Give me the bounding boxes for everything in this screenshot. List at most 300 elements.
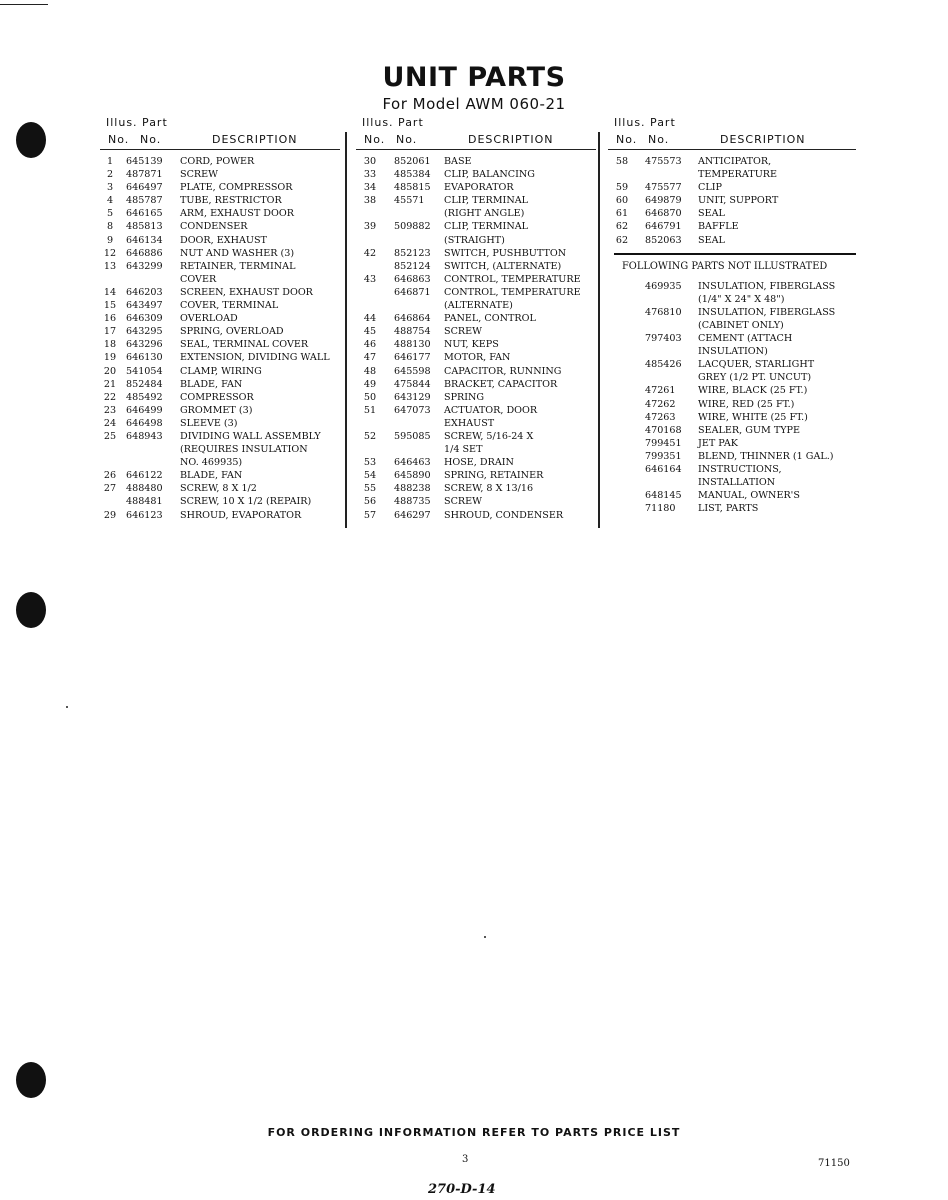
part-description: SCREW, 8 X 1/2 <box>180 483 257 495</box>
part-description: SCREW, 10 X 1/2 (REPAIR) <box>180 496 312 508</box>
parts-column-3 <box>608 116 856 515</box>
part-number: 485384 <box>394 169 431 181</box>
part-description: INSTRUCTIONS, <box>698 463 782 475</box>
part-row <box>608 424 856 437</box>
illus-number: 34 <box>363 182 377 194</box>
part-row <box>356 495 596 508</box>
not-illustrated-heading: FOLLOWING PARTS NOT ILLUSTRATED <box>622 260 828 272</box>
part-row <box>100 417 340 430</box>
part-description: NUT AND WASHER (3) <box>180 247 295 259</box>
part-number: 797403 <box>645 333 682 345</box>
part-number: 488481 <box>126 496 163 508</box>
part-number: 852123 <box>394 247 431 259</box>
part-number: 646122 <box>126 470 163 482</box>
part-description: CEMENT (ATTACH <box>698 333 793 345</box>
part-number: 47263 <box>645 411 676 423</box>
illus-number: 16 <box>103 313 117 325</box>
illus-number: 62 <box>615 234 629 246</box>
column-header <box>608 116 856 150</box>
part-description: COVER <box>180 273 217 285</box>
part-row <box>100 365 340 378</box>
part-row <box>100 456 340 469</box>
part-row <box>356 181 596 194</box>
part-row <box>356 325 596 338</box>
part-number: 649879 <box>645 195 682 207</box>
part-row <box>608 463 856 476</box>
part-row <box>356 299 596 312</box>
illus-number: 55 <box>363 483 377 495</box>
part-description: PLATE, COMPRESSOR <box>180 182 293 194</box>
illus-no-label: No. <box>616 133 638 146</box>
part-number: 541054 <box>126 365 163 377</box>
part-row <box>356 207 596 220</box>
part-description: SEALER, GUM TYPE <box>698 424 801 436</box>
illus-number: 47 <box>363 352 377 364</box>
part-number: 852063 <box>645 234 682 246</box>
part-row <box>608 220 856 233</box>
part-row <box>608 280 856 293</box>
part-number: 475577 <box>645 182 682 194</box>
part-description: SLEEVE (3) <box>180 417 238 429</box>
part-row <box>100 234 340 247</box>
part-row <box>356 155 596 168</box>
part-number: 646463 <box>394 457 431 469</box>
illus-number: 45 <box>363 326 377 338</box>
part-number: 45571 <box>394 195 425 207</box>
scan-speck <box>66 706 68 708</box>
part-row <box>356 469 596 482</box>
part-row <box>100 181 340 194</box>
part-description: EXTENSION, DIVIDING WALL <box>180 352 330 364</box>
part-description: SPRING <box>444 391 485 403</box>
illus-number: 53 <box>363 457 377 469</box>
section-rule <box>614 253 856 255</box>
part-no-label: No. <box>396 133 418 146</box>
part-description: SPRING, RETAINER <box>444 470 544 482</box>
part-no-label: No. <box>648 133 670 146</box>
part-description: CAPACITOR, RUNNING <box>444 365 562 377</box>
column-divider-1 <box>345 132 347 528</box>
part-row <box>608 476 856 489</box>
part-number: 646164 <box>645 463 682 475</box>
part-description: CONTROL, TEMPERATURE <box>444 273 581 285</box>
part-description: INSULATION, FIBERGLASS <box>698 306 836 318</box>
illus-number: 58 <box>615 156 629 167</box>
illus-number: 14 <box>103 286 117 298</box>
part-number: 799351 <box>645 450 682 462</box>
part-row <box>100 495 340 508</box>
part-description: (CABINET ONLY) <box>698 319 784 331</box>
top-edge-rule <box>0 4 48 5</box>
part-number: 647073 <box>394 404 431 416</box>
part-description: SCREW <box>180 169 219 181</box>
description-label: DESCRIPTION <box>212 133 298 146</box>
part-description: NUT, KEPS <box>444 339 499 351</box>
part-description: SHROUD, CONDENSER <box>444 509 564 521</box>
part-description: SEAL <box>698 208 725 220</box>
part-description: SCREW, 5/16-24 X <box>444 430 534 442</box>
header-rule <box>356 149 596 150</box>
part-row <box>100 299 340 312</box>
illus-number: 27 <box>103 483 117 495</box>
part-description: (1/4" X 24" X 48") <box>698 293 785 305</box>
illus-number: 5 <box>106 208 114 220</box>
part-description: DIVIDING WALL ASSEMBLY <box>180 430 321 442</box>
part-number: 646498 <box>126 417 163 429</box>
part-description: EVAPORATOR <box>444 182 514 194</box>
column-header <box>100 116 340 150</box>
part-row <box>608 502 856 515</box>
illus-number: 30 <box>363 156 377 167</box>
part-number: 852484 <box>126 378 163 390</box>
illus-number: 2 <box>106 169 114 181</box>
part-number: 485426 <box>645 359 682 371</box>
parts-list <box>356 155 596 522</box>
part-description: SWITCH, (ALTERNATE) <box>444 260 562 272</box>
illus-number: 8 <box>106 221 114 233</box>
part-number: 469935 <box>645 280 682 292</box>
illus-number: 46 <box>363 339 377 351</box>
part-row <box>608 155 856 168</box>
scan-speck <box>484 936 486 938</box>
part-description: BASE <box>444 156 472 167</box>
part-number: 488754 <box>394 326 431 338</box>
part-row <box>608 234 856 247</box>
part-row <box>356 194 596 207</box>
part-row <box>100 338 340 351</box>
illus-number: 52 <box>363 430 377 442</box>
illus-number: 59 <box>615 182 629 194</box>
part-description: OVERLOAD <box>180 313 238 325</box>
description-label: DESCRIPTION <box>720 133 806 146</box>
parts-list <box>608 155 856 247</box>
part-number: 47262 <box>645 398 676 410</box>
part-description: CLIP, TERMINAL <box>444 221 529 233</box>
illus-number: 24 <box>103 417 117 429</box>
illus-number: 9 <box>106 234 114 246</box>
part-row <box>608 207 856 220</box>
part-number: 643497 <box>126 300 163 312</box>
part-row <box>100 325 340 338</box>
part-row <box>608 384 856 397</box>
part-number: 643296 <box>126 339 163 351</box>
part-row <box>356 338 596 351</box>
part-description: JET PAK <box>698 437 738 449</box>
part-number: 595085 <box>394 430 431 442</box>
part-row <box>356 260 596 273</box>
part-row <box>100 207 340 220</box>
binder-hole-bottom <box>16 1062 46 1098</box>
illus-number: 60 <box>615 195 629 207</box>
parts-column-2 <box>356 116 596 522</box>
illus-no-label: No. <box>364 133 386 146</box>
part-row <box>356 456 596 469</box>
part-description: BRACKET, CAPACITOR <box>444 378 558 390</box>
part-description: ANTICIPATOR, <box>698 156 772 167</box>
part-row <box>608 411 856 424</box>
part-number: 646871 <box>394 286 431 298</box>
part-row <box>608 437 856 450</box>
part-description: BLADE, FAN <box>180 470 243 482</box>
part-row <box>356 351 596 364</box>
part-row <box>356 365 596 378</box>
part-number: 646791 <box>645 221 682 233</box>
part-number: 485813 <box>126 221 163 233</box>
part-number: 646309 <box>126 313 163 325</box>
part-row <box>608 398 856 411</box>
illus-number: 17 <box>103 326 117 338</box>
part-number: 645598 <box>394 365 431 377</box>
part-row <box>356 404 596 417</box>
part-number: 646864 <box>394 313 431 325</box>
page-title: UNIT PARTS <box>382 62 566 93</box>
part-description: CONDENSER <box>180 221 248 233</box>
part-description: COMPRESSOR <box>180 391 254 403</box>
part-row <box>356 430 596 443</box>
part-description: 1/4 SET <box>444 444 483 456</box>
part-description: CLAMP, WIRING <box>180 365 262 377</box>
part-row <box>608 489 856 502</box>
column-divider-2 <box>598 132 600 528</box>
part-row <box>608 319 856 332</box>
part-row <box>356 234 596 247</box>
part-row <box>608 345 856 358</box>
illus-number: 33 <box>363 169 377 181</box>
binder-hole-middle <box>16 592 46 628</box>
part-row <box>100 509 340 522</box>
part-row <box>100 482 340 495</box>
part-row <box>608 371 856 384</box>
part-row <box>608 181 856 194</box>
illus-part-label: Illus. Part <box>614 116 676 129</box>
illus-number: 50 <box>363 391 377 403</box>
part-description: WIRE, RED (25 FT.) <box>698 398 795 410</box>
part-row <box>100 155 340 168</box>
illus-number: 44 <box>363 313 377 325</box>
part-row <box>356 482 596 495</box>
parts-column-1 <box>100 116 340 522</box>
part-description: ACTUATOR, DOOR <box>444 404 538 416</box>
part-row <box>608 168 856 181</box>
part-description: INSULATION, FIBERGLASS <box>698 280 836 292</box>
illus-number: 57 <box>363 509 377 521</box>
header-rule <box>100 149 340 150</box>
part-description: WIRE, WHITE (25 FT.) <box>698 411 808 423</box>
description-label: DESCRIPTION <box>468 133 554 146</box>
page-number: 3 <box>462 1154 469 1165</box>
ordering-footer: FOR ORDERING INFORMATION REFER TO PARTS PRICE LIST <box>267 1126 681 1139</box>
document-number: 71150 <box>818 1158 850 1169</box>
binder-hole-top <box>16 122 46 158</box>
part-row <box>100 469 340 482</box>
illus-part-label: Illus. Part <box>106 116 168 129</box>
part-number: 47261 <box>645 385 676 397</box>
illus-number: 4 <box>106 195 114 207</box>
part-number: 488238 <box>394 483 431 495</box>
illus-number: 42 <box>363 247 377 259</box>
part-row <box>100 404 340 417</box>
illus-number: 1 <box>106 156 114 167</box>
part-number: 646123 <box>126 509 163 521</box>
part-number: 646497 <box>126 182 163 194</box>
part-row <box>608 358 856 371</box>
part-description: GROMMET (3) <box>180 404 253 416</box>
illus-number: 21 <box>103 378 117 390</box>
part-number: 643299 <box>126 260 163 272</box>
part-description: CLIP, BALANCING <box>444 169 535 181</box>
part-number: 645890 <box>394 470 431 482</box>
part-description: CLIP, TERMINAL <box>444 195 529 207</box>
illus-number: 26 <box>103 470 117 482</box>
part-number: 470168 <box>645 424 682 436</box>
part-row <box>100 430 340 443</box>
part-number: 852124 <box>394 260 431 272</box>
part-description: (ALTERNATE) <box>444 300 513 312</box>
part-number: 648145 <box>645 490 682 502</box>
part-description: MOTOR, FAN <box>444 352 511 364</box>
part-description: CORD, POWER <box>180 156 255 167</box>
part-row <box>356 391 596 404</box>
handwritten-note: 270-D-14 <box>428 1182 496 1197</box>
illus-number: 51 <box>363 404 377 416</box>
illus-number: 3 <box>106 182 114 194</box>
illus-number: 15 <box>103 300 117 312</box>
parts-list <box>100 155 340 522</box>
part-row <box>356 378 596 391</box>
part-number: 852061 <box>394 156 431 167</box>
part-row <box>100 247 340 260</box>
illus-number: 54 <box>363 470 377 482</box>
part-description: ARM, EXHAUST DOOR <box>180 208 294 220</box>
illus-number: 38 <box>363 195 377 207</box>
part-description: CONTROL, TEMPERATURE <box>444 286 581 298</box>
illus-number: 39 <box>363 221 377 233</box>
part-row <box>608 293 856 306</box>
part-description: BLADE, FAN <box>180 378 243 390</box>
part-description: SWITCH, PUSHBUTTON <box>444 247 567 259</box>
part-row <box>356 417 596 430</box>
part-description: SEAL, TERMINAL COVER <box>180 339 309 351</box>
part-description: BAFFLE <box>698 221 739 233</box>
part-description: UNIT, SUPPORT <box>698 195 779 207</box>
part-description: SCREEN, EXHAUST DOOR <box>180 286 313 298</box>
illus-number: 13 <box>103 260 117 272</box>
illus-number: 25 <box>103 430 117 442</box>
part-number: 646177 <box>394 352 431 364</box>
illus-number: 48 <box>363 365 377 377</box>
illus-number: 23 <box>103 404 117 416</box>
part-row <box>100 260 340 273</box>
part-number: 509882 <box>394 221 431 233</box>
part-number: 646886 <box>126 247 163 259</box>
part-number: 648943 <box>126 430 163 442</box>
part-number: 475844 <box>394 378 431 390</box>
part-number: 643129 <box>394 391 431 403</box>
part-row <box>356 247 596 260</box>
part-description: GREY (1/2 PT. UNCUT) <box>698 372 812 384</box>
part-description: SCREW, 8 X 13/16 <box>444 483 534 495</box>
part-row <box>608 332 856 345</box>
part-number: 646870 <box>645 208 682 220</box>
part-description: DOOR, EXHAUST <box>180 234 267 246</box>
part-number: 646499 <box>126 404 163 416</box>
part-number: 643295 <box>126 326 163 338</box>
part-row <box>608 306 856 319</box>
part-number: 475573 <box>645 156 682 167</box>
illus-number: 43 <box>363 273 377 285</box>
part-description: PANEL, CONTROL <box>444 313 536 325</box>
part-description: RETAINER, TERMINAL <box>180 260 296 272</box>
part-description: NO. 469935) <box>180 457 243 469</box>
illus-no-label: No. <box>108 133 130 146</box>
part-description: EXHAUST <box>444 417 495 429</box>
illus-number: 61 <box>615 208 629 220</box>
part-row <box>100 168 340 181</box>
part-description: WIRE, BLACK (25 FT.) <box>698 385 808 397</box>
part-description: SCREW <box>444 496 483 508</box>
part-description: (REQUIRES INSULATION <box>180 444 308 456</box>
part-description: SHROUD, EVAPORATOR <box>180 509 302 521</box>
part-description: CLIP <box>698 182 722 194</box>
part-description: INSULATION) <box>698 346 768 358</box>
part-number: 646203 <box>126 286 163 298</box>
part-number: 476810 <box>645 306 682 318</box>
part-description: LIST, PARTS <box>698 503 759 515</box>
part-row <box>100 273 340 286</box>
part-description: HOSE, DRAIN <box>444 457 514 469</box>
part-row <box>356 273 596 286</box>
part-number: 488480 <box>126 483 163 495</box>
part-description: (STRAIGHT) <box>444 234 505 246</box>
part-row <box>100 443 340 456</box>
part-row <box>356 509 596 522</box>
model-subtitle: For Model AWM 060-21 <box>382 95 566 113</box>
part-description: SEAL <box>698 234 725 246</box>
part-number: 488735 <box>394 496 431 508</box>
part-row <box>100 378 340 391</box>
part-description: COVER, TERMINAL <box>180 300 279 312</box>
part-row <box>100 220 340 233</box>
part-row <box>608 194 856 207</box>
illus-number: 19 <box>103 352 117 364</box>
part-number: 646165 <box>126 208 163 220</box>
illus-number: 49 <box>363 378 377 390</box>
part-row <box>356 312 596 325</box>
part-row <box>100 312 340 325</box>
header-rule <box>608 149 856 150</box>
part-number: 485815 <box>394 182 431 194</box>
part-no-label: No. <box>140 133 162 146</box>
part-number: 646297 <box>394 509 431 521</box>
illus-number: 22 <box>103 391 117 403</box>
part-row <box>100 391 340 404</box>
part-number: 485492 <box>126 391 163 403</box>
part-description: INSTALLATION <box>698 477 776 489</box>
part-number: 645139 <box>126 156 163 167</box>
column-header <box>356 116 596 150</box>
part-description: SCREW <box>444 326 483 338</box>
part-description: SPRING, OVERLOAD <box>180 326 284 338</box>
part-number: 488130 <box>394 339 431 351</box>
not-illustrated-list <box>608 280 856 516</box>
part-row <box>100 351 340 364</box>
illus-number: 18 <box>103 339 117 351</box>
part-row <box>100 286 340 299</box>
part-row <box>356 168 596 181</box>
illus-part-label: Illus. Part <box>362 116 424 129</box>
illus-number: 56 <box>363 496 377 508</box>
illus-number: 29 <box>103 509 117 521</box>
